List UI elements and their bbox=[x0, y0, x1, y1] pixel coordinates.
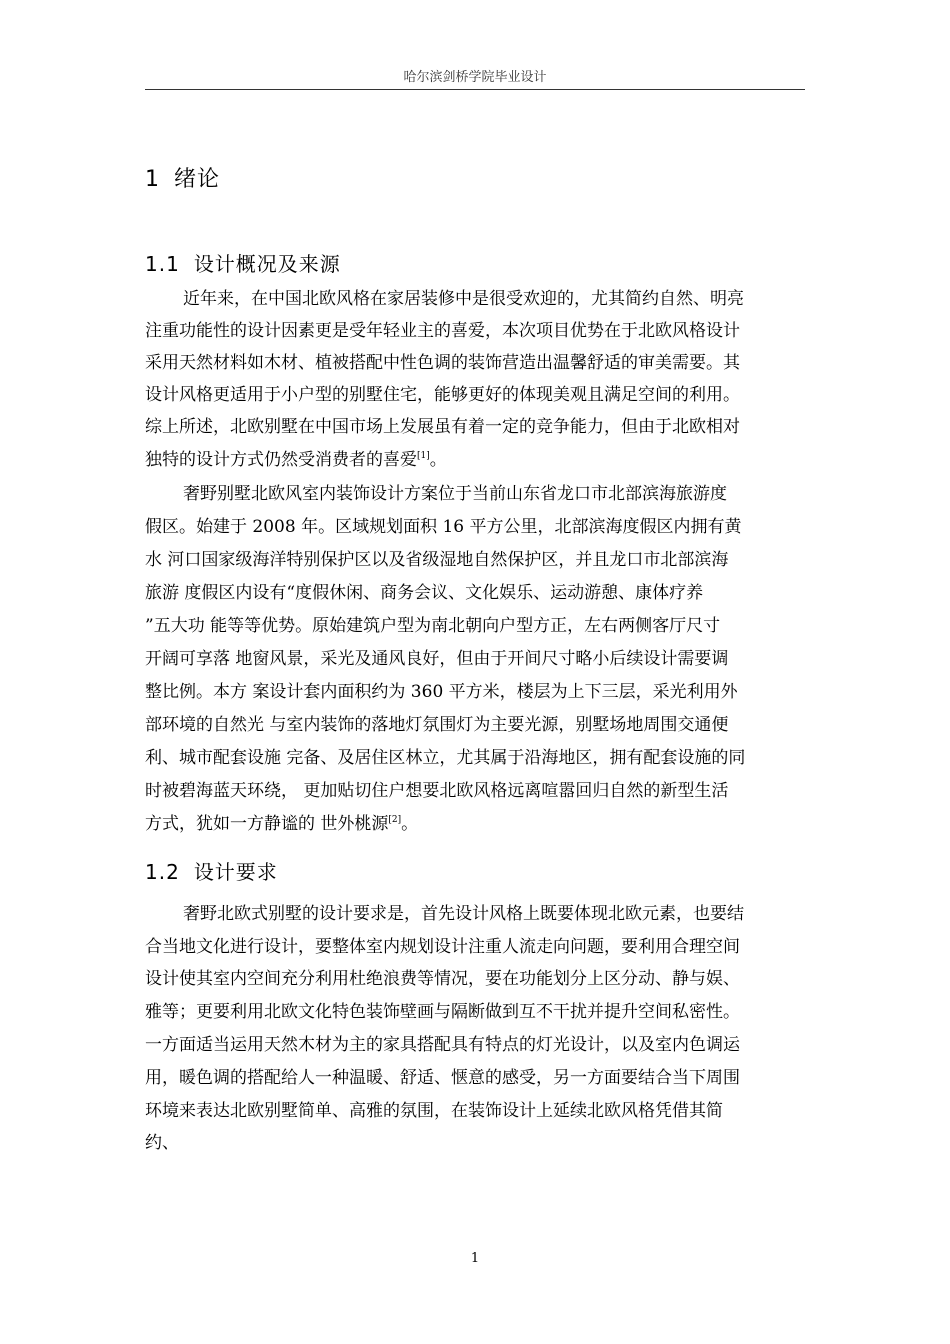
text-line: 环境来表达北欧别墅简单、高雅的氛围，在装饰设计上延续北欧风格凭借其简 bbox=[145, 1101, 723, 1121]
text-fragment: 方式，犹如一方静谧的 世外桃源 bbox=[145, 814, 389, 834]
text-line: 旅游 度假区内设有“度假休闲、商务会议、文化娱乐、运动游憩、康体疗养 bbox=[145, 583, 704, 603]
text-line: 设计使其室内空间充分利用杜绝浪费等情况，要在功能划分上区分动、静与娱、 bbox=[145, 969, 740, 989]
text-line-with-citation bbox=[145, 813, 418, 835]
text-line: 近年来，在中国北欧风格在家居装修中是很受欢迎的，尤其简约自然、明亮 bbox=[183, 289, 744, 309]
text-line: 设计风格更适用于小户型的别墅住宅，能够更好的体现美观且满足空间的利用。 bbox=[145, 385, 740, 405]
text-line: 部环境的自然光 与室内装饰的落地灯氛围灯为主要光源，别墅场地周围交通便 bbox=[145, 715, 729, 735]
text-line: 用，暖色调的搭配给人一种温暖、舒适、惬意的感受，另一方面要结合当下周围 bbox=[145, 1068, 740, 1088]
chapter-title: 绪论 bbox=[174, 167, 221, 192]
text-line-with-citation bbox=[145, 449, 447, 471]
text-fragment: 独特的设计方式仍然受消费者的喜爱 bbox=[145, 450, 417, 470]
section-number: 1.1 bbox=[145, 252, 180, 276]
text-line: 奢野别墅北欧风室内装饰设计方案位于当前山东省龙口市北部滨海旅游度 bbox=[183, 484, 727, 504]
text-line: 整比例。本方 案设计套内面积约为 360 平方米，楼层为上下三层，采光利用外 bbox=[145, 682, 738, 702]
page-number: 1 bbox=[470, 1251, 480, 1266]
text-line: 注重功能性的设计因素更是受年轻业主的喜爱，本次项目优势在于北欧风格设计 bbox=[145, 321, 740, 341]
section-title: 设计要求 bbox=[193, 860, 278, 884]
text-line: 水 河口国家级海洋特别保护区以及省级湿地自然保护区，并且龙口市北部滨海 bbox=[145, 550, 729, 570]
end-mark: 。 bbox=[401, 814, 419, 834]
end-mark: 。 bbox=[429, 450, 447, 470]
section-number: 1.2 bbox=[145, 860, 180, 884]
section-title: 设计概况及来源 bbox=[193, 252, 341, 276]
citation-2: [2] bbox=[388, 815, 402, 825]
text-line: 合当地文化进行设计，要整体室内规划设计注重人流走向问题，要利用合理空间 bbox=[145, 937, 740, 957]
chapter-number: 1 bbox=[145, 167, 160, 192]
text-line: 假区。始建于 2008 年。区域规划面积 16 平方公里，北部滨海度假区内拥有黄 bbox=[145, 517, 742, 537]
citation-1: [1] bbox=[417, 451, 430, 461]
text-line: ”五大功 能等等优势。原始建筑户型为南北朝向户型方正，左右两侧客厅尺寸 bbox=[145, 616, 721, 636]
text-line: 雅等；更要利用北欧文化特色装饰壁画与隔断做到互不干扰并提升空间私密性。 bbox=[145, 1002, 740, 1022]
text-line: 时被碧海蓝天环绕， 更加贴切住户想要北欧风格远离喧嚣回归自然的新型生活 bbox=[145, 781, 729, 801]
section-heading-1-2 bbox=[145, 856, 278, 885]
text-line: 约、 bbox=[145, 1133, 179, 1153]
section-heading-1-1 bbox=[145, 248, 341, 277]
text-line: 综上所述，北欧别墅在中国市场上发展虽有着一定的竞争能力，但由于北欧相对 bbox=[145, 417, 740, 437]
text-line: 开阔可享落 地窗风景，采光及通风良好，但由于开间尺寸略小后续设计需要调 bbox=[145, 649, 729, 669]
text-line: 采用天然材料如木材、植被搭配中性色调的装饰营造出温馨舒适的审美需要。其 bbox=[145, 353, 740, 373]
text-line: 奢野北欧式别墅的设计要求是，首先设计风格上既要体现北欧元素，也要结 bbox=[183, 904, 744, 924]
chapter-heading bbox=[145, 162, 220, 193]
header-divider bbox=[145, 89, 805, 90]
text-line: 利、城市配套设施 完备、及居住区林立，尤其属于沿海地区，拥有配套设施的同 bbox=[145, 748, 746, 768]
text-line: 一方面适当运用天然木材为主的家具搭配具有特点的灯光设计，以及室内色调运 bbox=[145, 1035, 740, 1055]
header-title: 哈尔滨剑桥学院毕业设计 bbox=[403, 70, 547, 85]
